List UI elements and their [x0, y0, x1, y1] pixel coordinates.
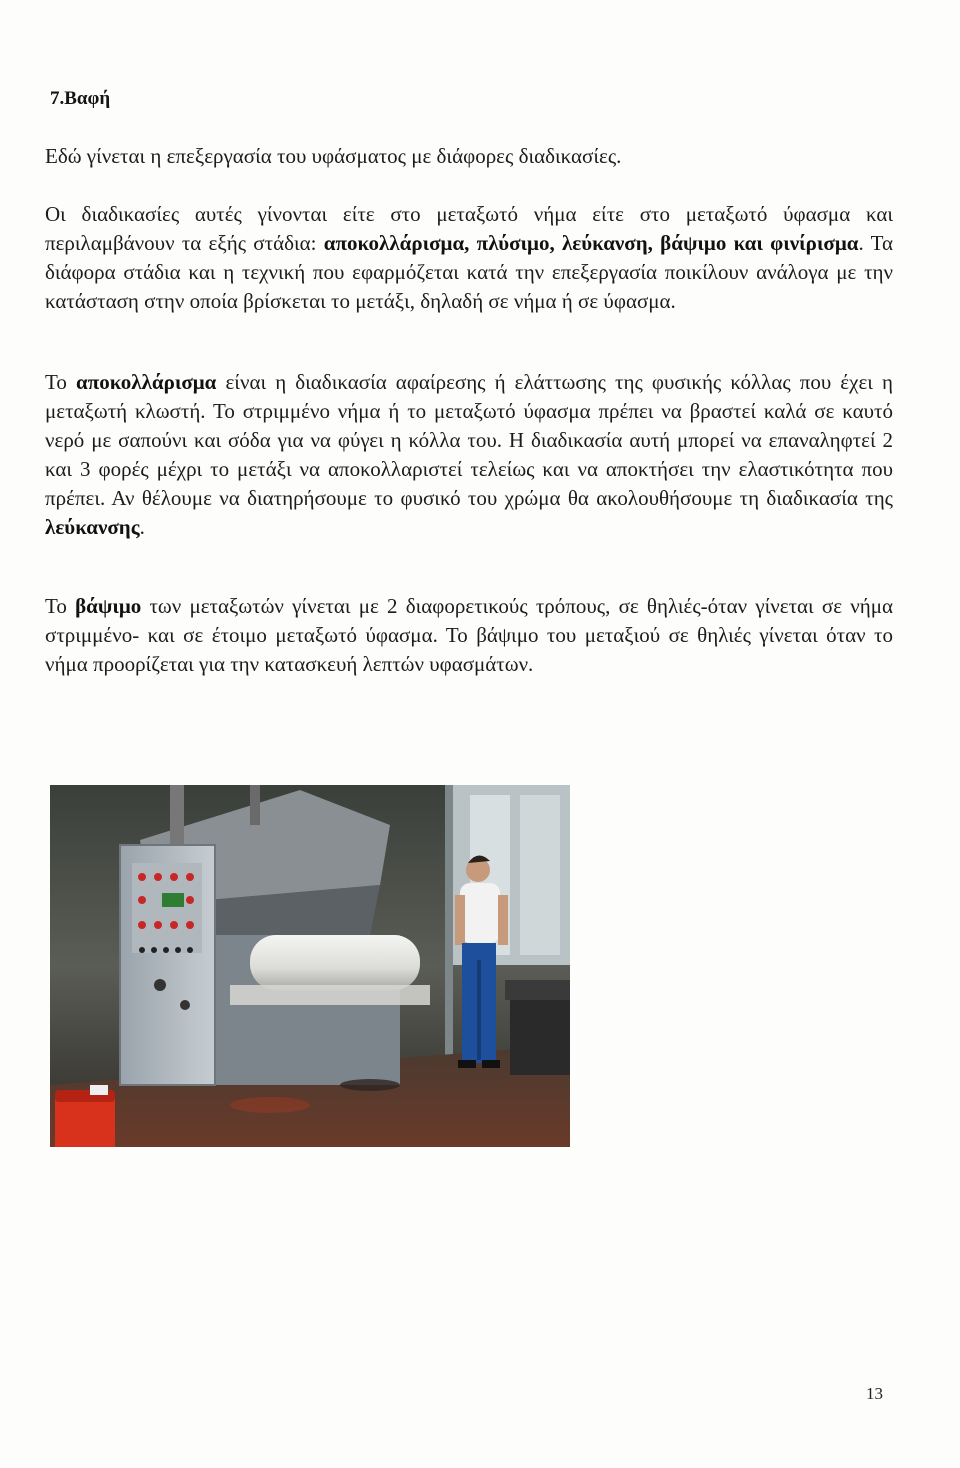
factory-photo: [50, 785, 570, 1147]
section-heading: 7.Βαφή: [50, 88, 111, 109]
paragraph-text: Οι διαδικασίες αυτές γίνονται είτε στο μεταξωτό νήμα είτε στο μεταξωτό ύφασμα και περιλαμβάνουν τα εξής στάδια:: [45, 202, 893, 255]
bold-term: λεύκανσης: [45, 515, 140, 539]
bold-term: αποκολλάρισμα: [75, 370, 217, 394]
paragraph-text: Το: [45, 594, 76, 618]
paragraph-text: .: [139, 515, 145, 539]
paragraph-degumming: [45, 368, 893, 542]
bold-term: αποκολλάρισμα, πλύσιμο, λεύκανση, βάψιμο και φινίρισμα: [323, 231, 859, 255]
paragraph-text: Το: [45, 370, 76, 394]
paragraph-text: των μεταξωτών γίνεται με 2 διαφορετικούς τρόπους, σε θηλιές-όταν γίνεται σε νήμα στριμμένο- και σε έτοιμο μεταξωτό ύφασμα. Το βάψιμο του μεταξιού σε θηλιές γίνεται όταν το νήμα προορίζεται για την κατασκευή λεπτών υφασμάτων.: [45, 594, 893, 676]
paragraph-dyeing: [45, 592, 893, 679]
paragraph-text: είναι η διαδικασία αφαίρεσης ή ελάττωσης της φυσικής κόλλας που έχει η μεταξωτή κλωστή. Το στριμμένο νήμα ή το μεταξωτό ύφασμα πρέπει να βραστεί καλά σε καυτό νερό με σαπούνι και σόδα για να φύγει η κόλλα του. Η διαδικασία αυτή μπορεί να επαναληφτεί 2 και 3 φορές μέχρι το μετάξι να αποκολλαριστεί τελείως και να αποκτήσει την ελαστικότητα που πρέπει. Αν θέλουμε να διατηρήσουμε το φυσικό του χρώμα θα ακολουθήσουμε τη διαδικασία της: [45, 370, 893, 510]
paragraph-intro: Εδώ γίνεται η επεξεργασία του υφάσματος με διάφορες διαδικασίες.: [45, 144, 622, 168]
paragraph-stages: [45, 200, 893, 316]
paragraph-text: . Τα διάφορα στάδια και η τεχνική που εφαρμόζεται κατά την επεξεργασία ποικίλουν ανάλογα με την κατάσταση στην οποία βρίσκεται το μετάξι, δηλαδή σε νήμα ή σε ύφασμα.: [45, 231, 893, 313]
page-number: 13: [866, 1384, 883, 1403]
bold-term: βάψιμο: [75, 594, 142, 618]
